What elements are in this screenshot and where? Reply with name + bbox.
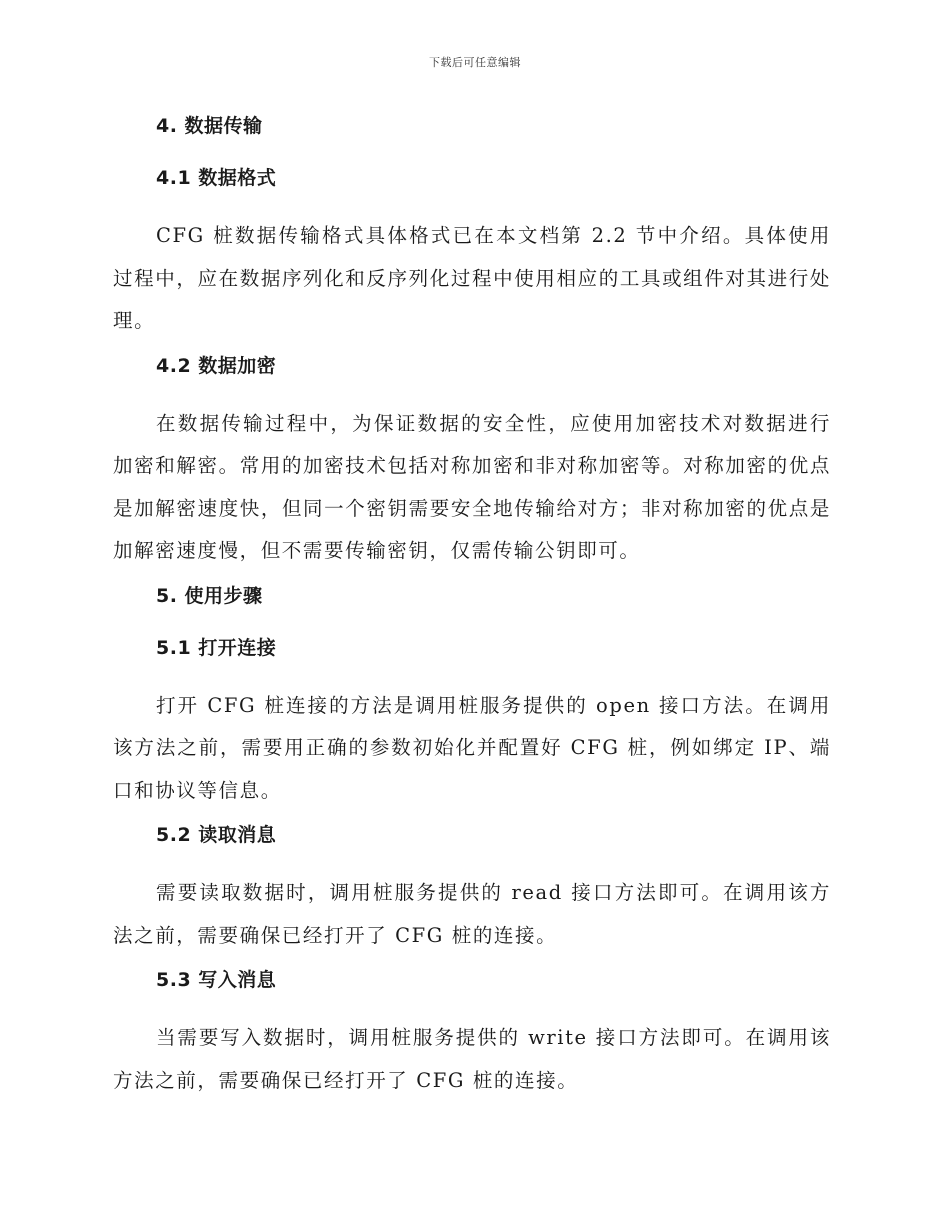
section-heading-usage-steps: 5. 使用步骤 xyxy=(156,584,263,607)
paragraph-data-format: CFG 桩数据传输格式具体格式已在本文档第 2.2 节中介绍。具体使用过程中，应在数据序列化和反序列化过程中使用相应的工具或组件对其进行处理。 xyxy=(113,224,831,332)
paragraph-write-message: 当需要写入数据时，调用桩服务提供的 write 接口方法即可。在调用该方法之前，需要确保已经打开了 CFG 桩的连接。 xyxy=(113,1026,831,1092)
section-heading-write-message: 5.3 写入消息 xyxy=(156,969,277,991)
header-note: 下载后可任意编辑 xyxy=(429,56,521,69)
section-heading-data-encryption: 4.2 数据加密 xyxy=(156,354,277,377)
paragraph-read-message: 需要读取数据时，调用桩服务提供的 read 接口方法即可。在调用该方法之前，需要确保已经打开了 CFG 桩的连接。 xyxy=(113,881,831,947)
section-heading-data-format: 4.1 数据格式 xyxy=(156,167,277,189)
section-heading-open-connection: 5.1 打开连接 xyxy=(156,636,277,659)
section-heading-data-transfer: 4. 数据传输 xyxy=(156,115,263,137)
document-body xyxy=(113,111,831,1110)
paragraph-open-connection: 打开 CFG 桩连接的方法是调用桩服务提供的 open 接口方法。在调用该方法之前，需要用正确的参数初始化并配置好 CFG 桩，例如绑定 IP、端口和协议等信息。 xyxy=(113,693,831,802)
paragraph-data-encryption: 在数据传输过程中，为保证数据的安全性，应使用加密技术对数据进行加密和解密。常用的加密技术包括对称加密和非对称加密等。对称加密的优点是加解密速度快，但同一个密钥需要安全地传输给对方；非对称加密的优点是加解密速度慢，但不需要传输密钥，仅需传输公钥即可。 xyxy=(113,411,831,562)
section-heading-read-message: 5.2 读取消息 xyxy=(156,824,277,846)
